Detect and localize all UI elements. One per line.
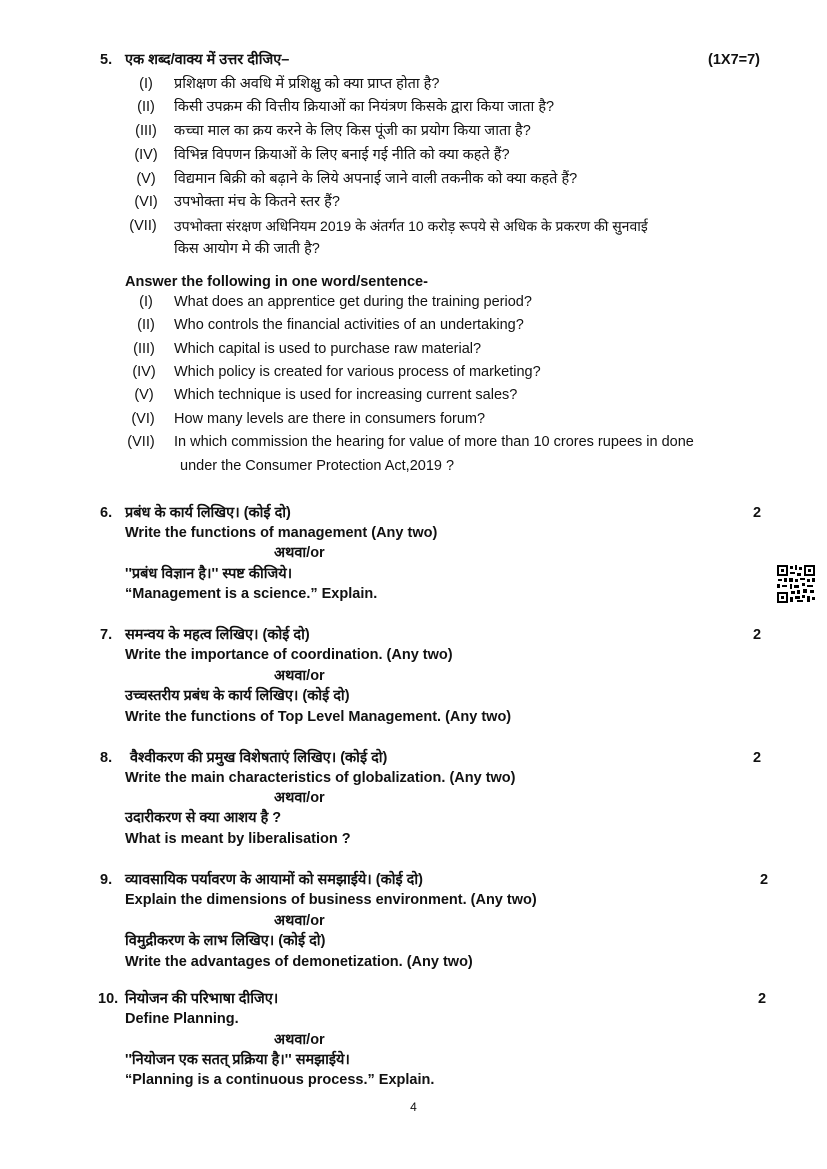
list-item: कच्चा माल का क्रय करने के लिए किस पूंजी का प्रयोग किया जाता है?	[174, 123, 531, 139]
roman-numeral: (VII)	[127, 434, 155, 450]
q10-alt-question-english: “Planning is a continuous process.” Explain.	[125, 1072, 435, 1088]
q8-marks: 2	[753, 750, 762, 766]
q8-alt-question-english: What is meant by liberalisation ?	[125, 831, 351, 847]
or-separator: अथवा/or	[274, 790, 325, 806]
list-item: उपभोक्ता मंच के कितने स्तर हैं?	[174, 194, 340, 210]
q9-marks: 2	[760, 872, 769, 888]
roman-numeral: (III)	[135, 123, 157, 139]
q10-marks: 2	[758, 991, 767, 1007]
q7-marks: 2	[753, 627, 762, 643]
q9-question-english: Explain the dimensions of business environment. (Any two)	[125, 892, 537, 908]
q10-number: 10.	[98, 991, 119, 1007]
roman-numeral: (VII)	[129, 218, 157, 234]
roman-numeral: (IV)	[132, 364, 156, 380]
list-item: Which technique is used for increasing current sales?	[174, 387, 518, 403]
q9-alt-question-english: Write the advantages of demonetization. (Any two)	[125, 954, 473, 970]
or-separator: अथवा/or	[274, 1032, 325, 1048]
q6-question-english: Write the functions of management (Any two)	[125, 525, 438, 541]
roman-numeral: (IV)	[134, 147, 158, 163]
q6-number: 6.	[100, 505, 113, 521]
list-item: Who controls the financial activities of an undertaking?	[174, 317, 524, 333]
q10-alt-question-hindi: ''नियोजन एक सतत् प्रक्रिया है।'' समझाईये।	[125, 1052, 350, 1068]
q7-alt-question-english: Write the functions of Top Level Management. (Any two)	[125, 709, 512, 725]
roman-numeral: (V)	[136, 171, 156, 187]
q10-question-hindi: नियोजन की परिभाषा दीजिए।	[125, 991, 279, 1007]
list-item: प्रशिक्षण की अवधि में प्रशिक्षु को क्या प्राप्त होता है?	[174, 76, 440, 92]
q5-number: 5.	[100, 52, 113, 68]
list-item: किसी उपक्रम की वित्तीय क्रियाओं का नियंत्रण किसके द्वारा किया जाता है?	[174, 99, 555, 115]
qr-code-icon	[776, 564, 816, 604]
list-item: What does an apprentice get during the training period?	[174, 294, 532, 310]
or-separator: अथवा/or	[274, 668, 325, 684]
q6-alt-question-hindi: ''प्रबंध विज्ञान है।'' स्पष्ट कीजिये।	[125, 566, 293, 582]
roman-numeral: (VI)	[131, 411, 155, 427]
list-item-continuation: under the Consumer Protection Act,2019 ?	[180, 458, 455, 474]
q6-marks: 2	[753, 505, 762, 521]
q7-question-english: Write the importance of coordination. (Any two)	[125, 647, 453, 663]
page-number: 4	[410, 1100, 417, 1114]
q7-alt-question-hindi: उच्चस्तरीय प्रबंध के कार्य लिखिए। (कोई दो)	[125, 688, 350, 704]
list-item: उपभोक्ता संरक्षण अधिनियम 2019 के अंतर्गत 10 करोड़ रूपये से अधिक के प्रकरण की सुनवाई	[174, 218, 648, 234]
q5-marks: (1X7=7)	[708, 52, 760, 68]
q5-heading-hindi: एक शब्द/वाक्य में उत्तर दीजिए–	[125, 52, 290, 68]
q10-question-english: Define Planning.	[125, 1011, 239, 1027]
q9-alt-question-hindi: विमुद्रीकरण के लाभ लिखिए। (कोई दो)	[125, 933, 326, 949]
list-item: Which policy is created for various process of marketing?	[174, 364, 541, 380]
q9-question-hindi: व्यावसायिक पर्यावरण के आयामों को समझाईये। (कोई दो)	[125, 872, 423, 888]
list-item: How many levels are there in consumers forum?	[174, 411, 486, 427]
list-item: विद्यमान बिक्री को बढ़ाने के लिये अपनाई जाने वाली तकनीक को क्या कहते हैं?	[174, 171, 578, 187]
list-item: In which commission the hearing for value of more than 10 crores rupees in done	[174, 434, 694, 450]
q6-question-hindi: प्रबंध के कार्य लिखिए। (कोई दो)	[125, 505, 291, 521]
or-separator: अथवा/or	[274, 913, 325, 929]
q8-alt-question-hindi: उदारीकरण से क्या आशय है ?	[125, 810, 282, 826]
q7-question-hindi: समन्वय के महत्व लिखिए। (कोई दो)	[125, 627, 310, 643]
roman-numeral: (VI)	[134, 194, 158, 210]
q8-question-hindi: वैश्वीकरण की प्रमुख विशेषताएं लिखिए। (कोई दो)	[130, 750, 388, 766]
list-item-continuation: किस आयोग मे की जाती है?	[174, 241, 320, 257]
q5-heading-english: Answer the following in one word/sentence-	[125, 274, 428, 290]
q9-number: 9.	[100, 872, 113, 888]
q7-number: 7.	[100, 627, 113, 643]
roman-numeral: (I)	[139, 294, 153, 310]
roman-numeral: (I)	[139, 76, 153, 92]
list-item: विभिन्न विपणन क्रियाओं के लिए बनाई गई नीति को क्या कहते हैं?	[174, 147, 510, 163]
q6-alt-question-english: “Management is a science.” Explain.	[125, 586, 378, 602]
list-item: Which capital is used to purchase raw material?	[174, 341, 482, 357]
or-separator: अथवा/or	[274, 545, 325, 561]
roman-numeral: (III)	[133, 341, 155, 357]
roman-numeral: (II)	[137, 317, 155, 333]
q8-question-english: Write the main characteristics of globalization. (Any two)	[125, 770, 516, 786]
q8-number: 8.	[100, 750, 113, 766]
roman-numeral: (II)	[137, 99, 155, 115]
roman-numeral: (V)	[134, 387, 154, 403]
